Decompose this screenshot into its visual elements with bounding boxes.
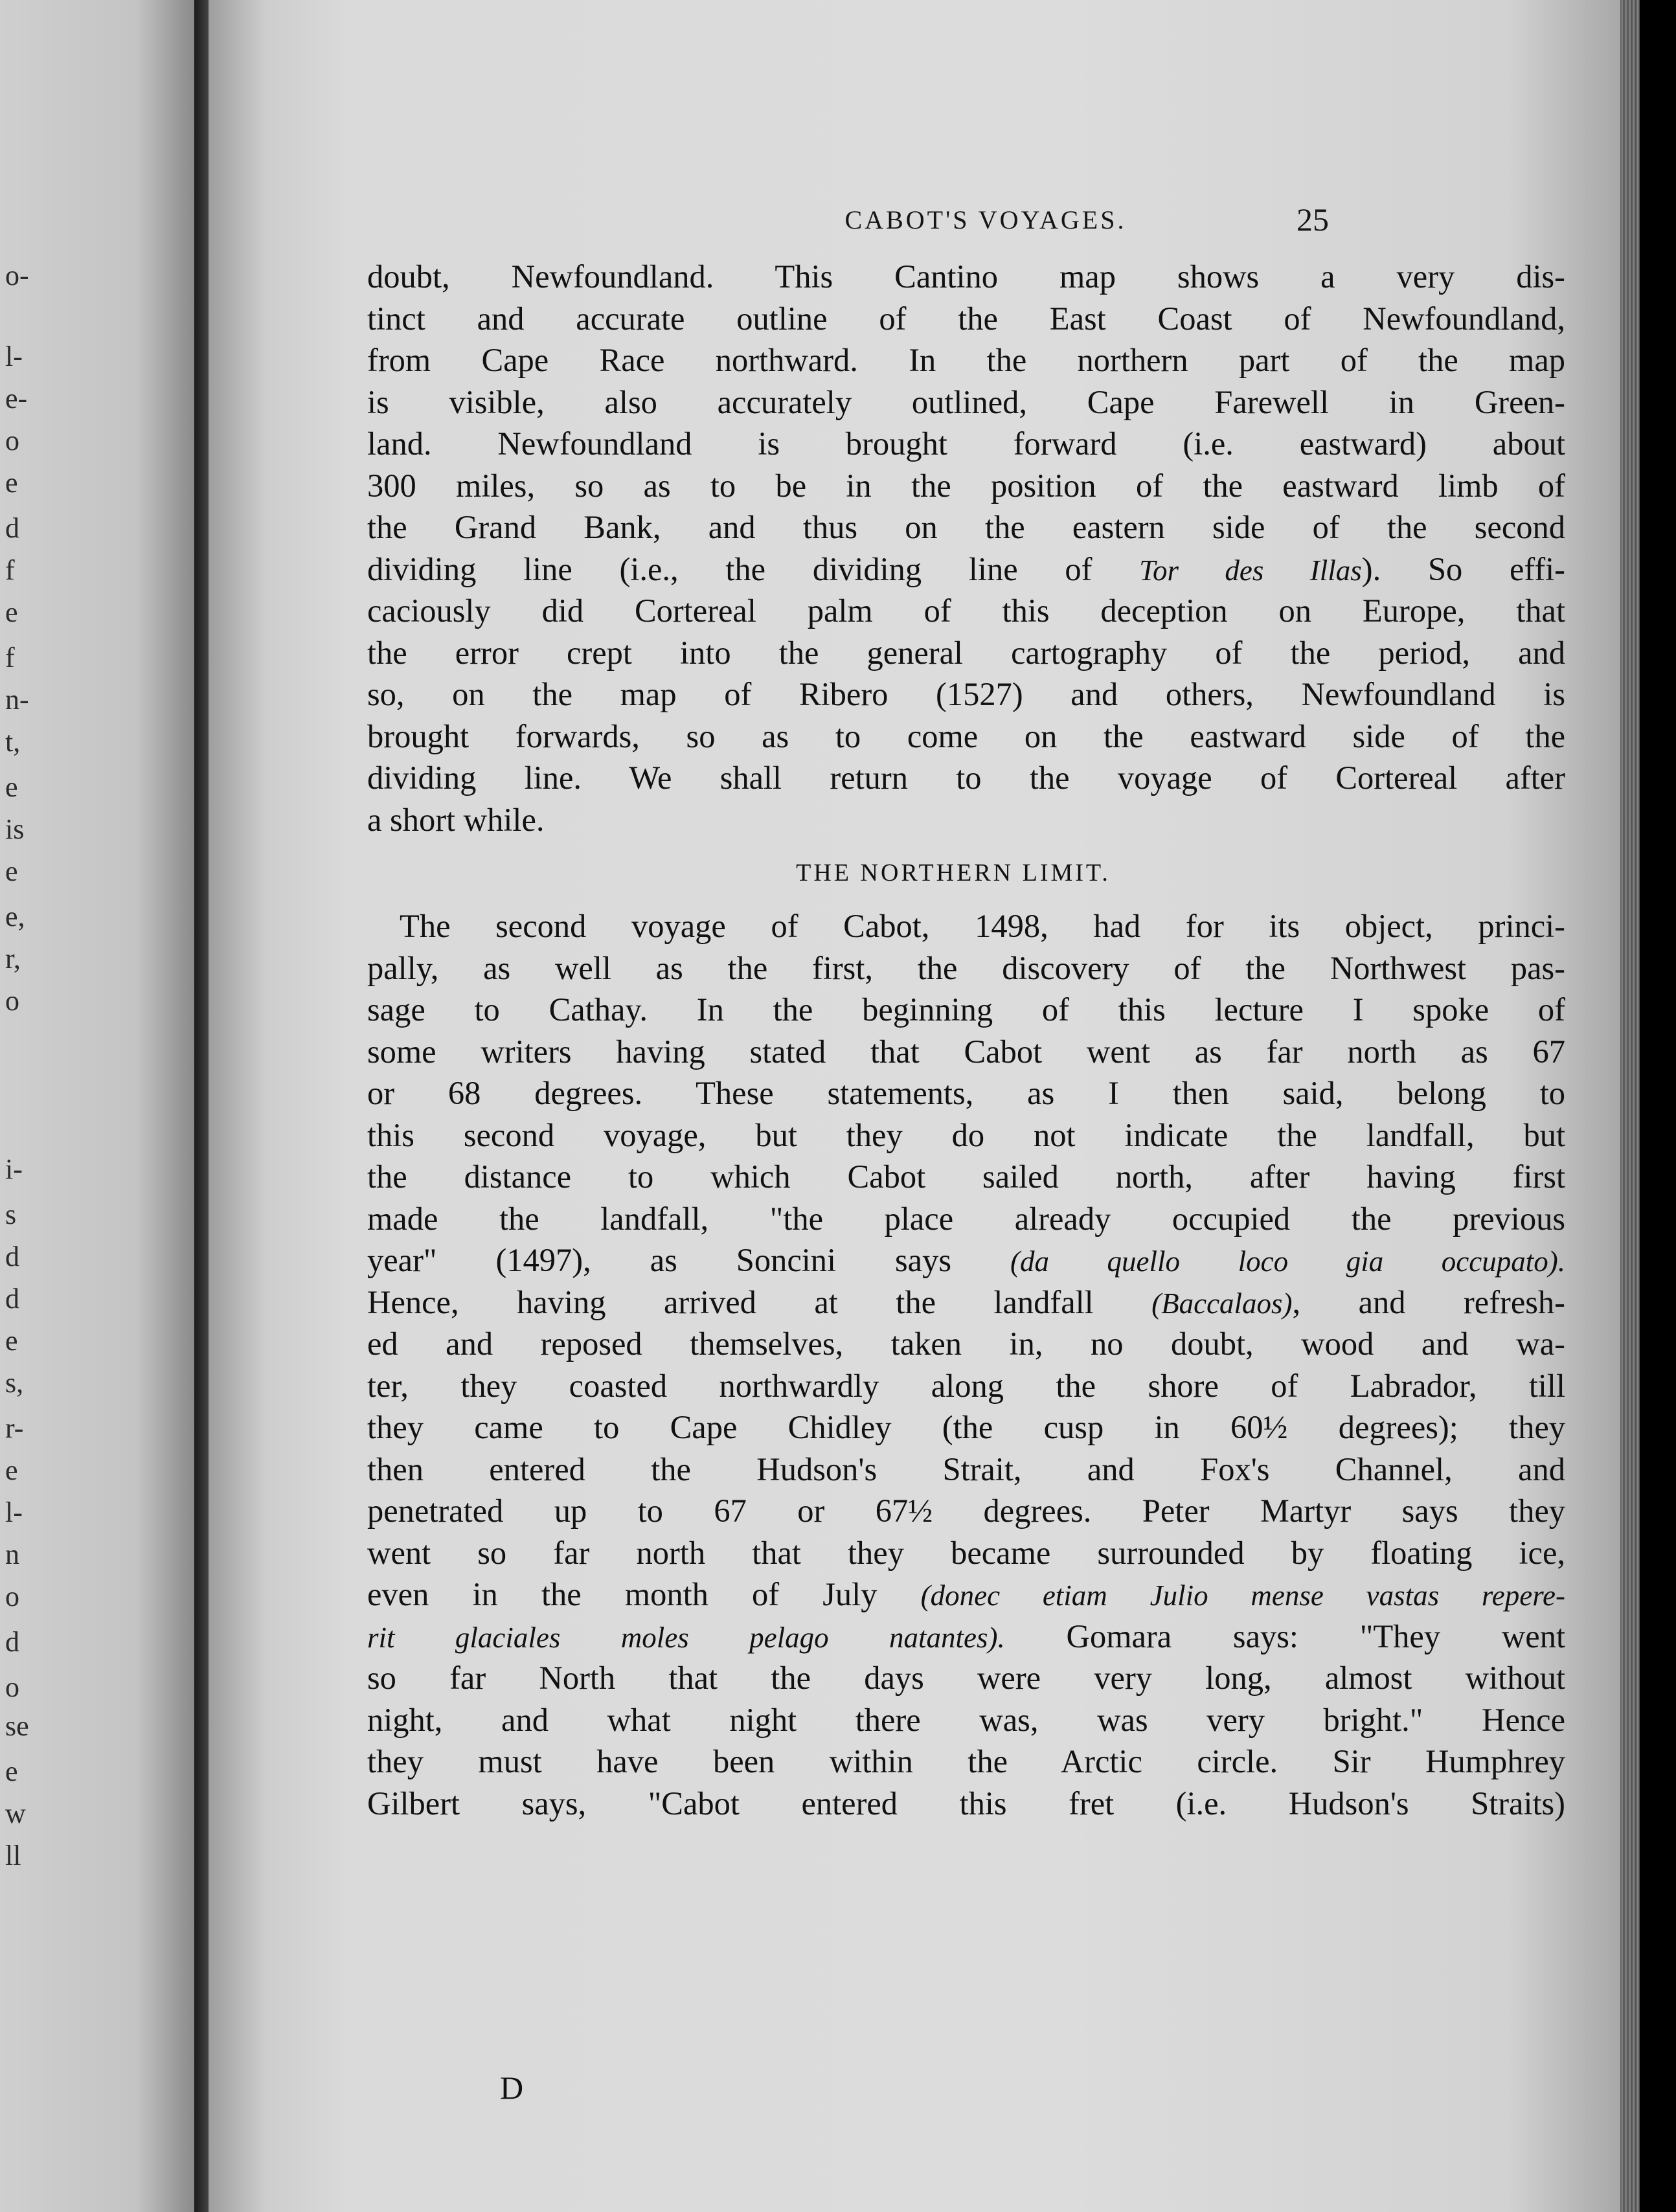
text-segment: Gomara says: "They went	[1004, 1618, 1566, 1654]
section-heading: THE NORTHERN LIMIT.	[796, 859, 1111, 886]
text-segment: , and refresh-	[1292, 1283, 1565, 1320]
facing-page-fragment: e	[5, 1454, 18, 1486]
facing-page-fragment: o-	[5, 260, 29, 291]
facing-page-fragment: n	[5, 1539, 19, 1570]
text-line: they came to Cape Chidley (the cusp in 60½ degrees); they	[367, 1409, 1565, 1445]
text-line: they must have been within the Arctic circle. Sir Humphrey	[367, 1743, 1565, 1779]
text-line: penetrated up to 67 or 67½ degrees. Peter Martyr says they	[367, 1493, 1565, 1529]
facing-page-fragment: o	[5, 985, 19, 1017]
text-line: sage to Cathay. In the beginning of this lecture I spoke of	[367, 991, 1565, 1028]
text-line: land. Newfoundland is brought forward (i.e. eastward) about	[367, 425, 1565, 462]
text-line: from Cape Race northward. In the northern part of the map	[367, 342, 1565, 378]
facing-page-fragment: n-	[5, 684, 29, 716]
italic-quote: (da quello loco gia occupato).	[1010, 1245, 1565, 1278]
running-head: CABOT'S VOYAGES.	[844, 205, 1127, 234]
text-line: so far North that the days were very long, almost without	[367, 1660, 1565, 1696]
facing-page-fragment: s,	[5, 1367, 24, 1399]
book-edge	[1620, 0, 1640, 2212]
text-line: so, on the map of Ribero (1527) and others, Newfoundland is	[367, 676, 1565, 712]
page-number: 25	[1297, 201, 1329, 238]
page-header	[209, 194, 1620, 246]
facing-page-fragment: i-	[5, 1153, 23, 1185]
text-line: the Grand Bank, and thus on the eastern side of the second	[367, 509, 1565, 545]
facing-page-fragment: e-	[5, 383, 28, 414]
text-line: the distance to which Cabot sailed north, after having first	[367, 1158, 1565, 1195]
book-gutter	[194, 0, 209, 2212]
text-line	[367, 1281, 1565, 1324]
facing-page-fragment: l-	[5, 341, 23, 372]
text-segment: dividing line (i.e., the dividing line of	[367, 550, 1140, 587]
text-line: The second voyage of Cabot, 1498, had for its object, princi-	[400, 908, 1565, 944]
facing-page-fragment: d	[5, 1626, 19, 1658]
text-line: a short while.	[367, 801, 545, 838]
text-line: 300 miles, so as to be in the position of the eastward limb of	[367, 467, 1565, 504]
text-line	[367, 1616, 1565, 1658]
text-line: this second voyage, but they do not indicate the landfall, but	[367, 1116, 1565, 1153]
text-segment: even in the month of July	[367, 1576, 921, 1612]
text-segment: year" (1497), as Soncini says	[367, 1242, 1010, 1278]
text-line: then entered the Hudson's Strait, and Fox's Channel, and	[367, 1450, 1565, 1487]
facing-page-fragment: f	[5, 554, 15, 586]
facing-page-fragment: is	[5, 813, 25, 845]
italic-term: (Baccalaos)	[1151, 1287, 1293, 1320]
facing-page-fragment: w	[5, 1798, 26, 1829]
text-line: tinct and accurate outline of the East Coast of Newfoundland,	[367, 300, 1565, 337]
facing-page-fragment: ll	[5, 1840, 21, 1871]
text-line: night, and what night there was, was very bright." Hence	[367, 1701, 1565, 1738]
facing-page-fragment: o	[5, 1581, 19, 1612]
facing-page-fragment: s	[5, 1199, 17, 1230]
text-line: dividing line. We shall return to the voyage of Cortereal after	[367, 760, 1565, 796]
facing-page-fragment: r,	[5, 943, 21, 975]
facing-page-fragment: d	[5, 1283, 19, 1315]
text-line: ter, they coasted northwardly along the shore of Labrador, till	[367, 1367, 1565, 1404]
facing-page-fragment: d	[5, 512, 19, 544]
italic-quote: rit glaciales moles pelago natantes).	[367, 1621, 1005, 1654]
text-line	[367, 1239, 1565, 1281]
italic-quote: (donec etiam Julio mense vastas repere-	[920, 1579, 1565, 1612]
text-segment: ). So effi-	[1361, 550, 1565, 587]
text-line: doubt, Newfoundland. This Cantino map shows a very dis-	[367, 258, 1565, 295]
facing-page-fragment: e	[5, 1325, 18, 1357]
facing-page-fragment: f	[5, 642, 15, 673]
page-body	[367, 256, 1565, 1824]
text-line: went so far north that they became surrounded by floating ice,	[367, 1534, 1565, 1571]
text-line: Gilbert says, "Cabot entered this fret (i.e. Hudson's Straits)	[367, 1785, 1565, 1822]
text-line: is visible, also accurately outlined, Cape Farewell in Green-	[367, 383, 1565, 420]
facing-page-text-edge	[0, 0, 194, 2212]
text-segment: Hence, having arrived at the landfall	[367, 1283, 1152, 1320]
italic-term: Tor des Illas	[1139, 554, 1362, 587]
facing-page-fragment: e	[5, 771, 18, 803]
facing-page-fragment: e	[5, 596, 18, 628]
facing-page-fragment: r-	[5, 1412, 24, 1444]
signature-mark: D	[500, 2070, 524, 2106]
text-line: or 68 degrees. These statements, as I then said, belong to	[367, 1075, 1565, 1111]
text-line	[367, 1574, 1565, 1616]
text-line: brought forwards, so as to come on the eastward side of the	[367, 717, 1565, 754]
text-line: caciously did Cortereal palm of this deception on Europe, that	[367, 592, 1565, 629]
facing-page-fragment: d	[5, 1241, 19, 1272]
facing-page-fragment: o	[5, 425, 19, 457]
facing-page-fragment: t,	[5, 726, 21, 758]
facing-page-fragment: e	[5, 855, 18, 887]
facing-page-fragment: o	[5, 1671, 19, 1703]
text-line: pally, as well as the first, the discovery of the Northwest pas-	[367, 949, 1565, 986]
book-page	[209, 0, 1620, 2212]
text-line	[367, 548, 1565, 591]
text-line: some writers having stated that Cabot went as far north as 67	[367, 1033, 1565, 1070]
text-line: made the landfall, "the place already occupied the previous	[367, 1200, 1565, 1237]
text-line: the error crept into the general cartography of the period, and	[367, 634, 1565, 671]
facing-page-fragment: se	[5, 1710, 29, 1742]
facing-page-fragment: l-	[5, 1496, 23, 1528]
facing-page-fragment: e	[5, 467, 18, 499]
facing-page-fragment: e,	[5, 901, 25, 932]
text-line: ed and reposed themselves, taken in, no doubt, wood and wa-	[367, 1326, 1565, 1362]
facing-page-fragment: e	[5, 1755, 18, 1787]
